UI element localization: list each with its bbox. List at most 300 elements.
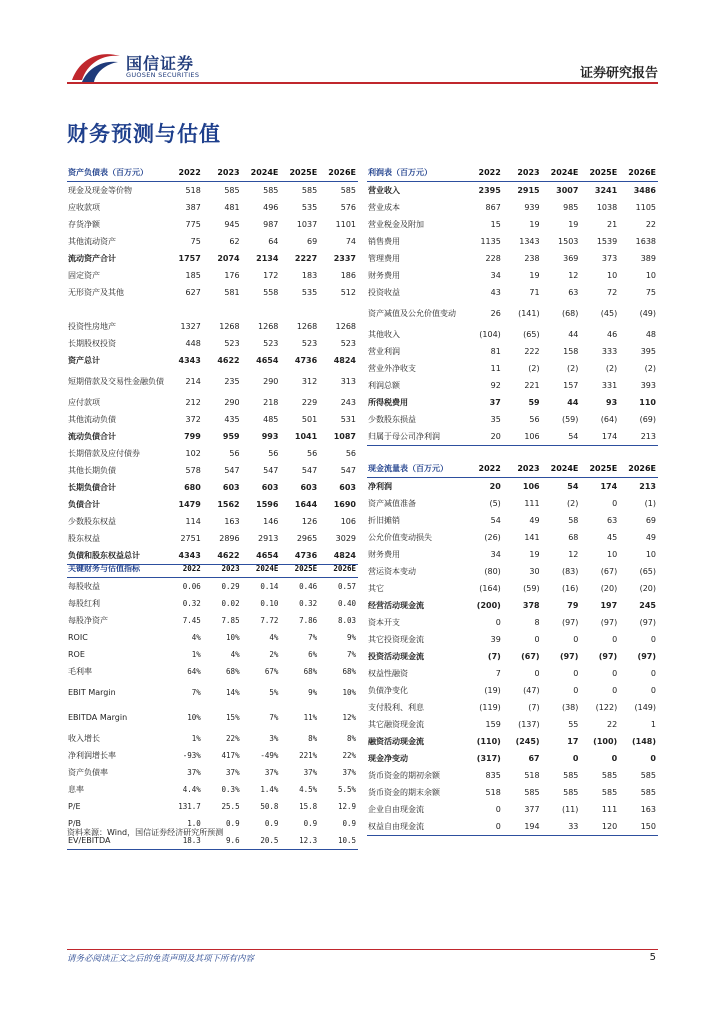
year-header: 2023 (203, 560, 242, 578)
value-cell: (110) (476, 737, 501, 746)
row-label: 现金净变动 (368, 754, 408, 763)
value-cell: 603 (339, 483, 356, 492)
year-header: 2026E (619, 164, 658, 182)
value-cell: 222 (524, 347, 540, 356)
table-row (67, 646, 358, 663)
value-cell: 131.7 (178, 802, 201, 811)
value-cell: 64% (187, 667, 201, 676)
value-cell: 0 (495, 618, 501, 627)
value-cell: 535 (301, 203, 318, 212)
value-cell: (83) (561, 567, 579, 576)
row-label: 资产减值及公允价值变动 (368, 308, 456, 318)
table-row (67, 479, 358, 496)
logo-swoosh-icon (70, 50, 122, 84)
value-cell: 174 (580, 428, 619, 446)
year-header: 2024E (542, 164, 581, 182)
value-cell: 37% (264, 768, 279, 777)
row-label: 财务费用 (368, 550, 400, 559)
value-cell: 111 (524, 499, 540, 508)
value-cell (280, 301, 319, 318)
table-header-row (367, 164, 658, 182)
value-cell: (67) (600, 567, 618, 576)
table-row (67, 530, 358, 547)
value-cell: (16) (561, 584, 579, 593)
value-cell: 0 (573, 635, 579, 644)
value-cell: (11) (561, 805, 579, 814)
value-cell: 1268 (296, 322, 318, 331)
value-cell: 56 (345, 449, 356, 458)
table-row (67, 595, 358, 612)
row-label: 营业外净收支 (368, 364, 416, 373)
table-row (367, 377, 658, 394)
page-header (0, 0, 724, 90)
value-cell: (1) (644, 499, 656, 508)
value-cell: 0 (572, 754, 579, 763)
value-cell: (47) (523, 686, 540, 695)
value-cell: 71 (529, 288, 540, 297)
row-label: EV/EBITDA (67, 832, 164, 850)
row-label: 其它融资现金流 (368, 720, 424, 729)
value-cell: (19) (484, 686, 501, 695)
value-cell: 49 (529, 516, 540, 525)
value-cell: 63 (607, 516, 618, 525)
row-label: 其他收入 (368, 330, 400, 339)
row-label: 投资收益 (368, 288, 400, 297)
table-row (67, 663, 358, 680)
value-cell: 68% (342, 667, 356, 676)
row-label: 长期借款及应付债券 (68, 449, 140, 458)
value-cell: 4824 (333, 356, 356, 365)
value-cell: 603 (261, 483, 279, 492)
table-row (67, 318, 358, 335)
value-cell: 0 (650, 669, 656, 678)
value-cell: 186 (340, 271, 356, 280)
value-cell: 959 (222, 432, 240, 441)
row-label: 营业税金及附加 (368, 220, 424, 229)
value-cell: 501 (301, 415, 318, 424)
value-cell: 56 (268, 449, 279, 458)
value-cell: 373 (601, 254, 618, 263)
value-cell: 290 (263, 377, 279, 386)
row-label: 长期股权投资 (68, 339, 116, 348)
row-label: 每股红利 (68, 599, 100, 608)
report-type-label: 证券研究报告 (579, 66, 658, 81)
value-cell: 0 (611, 754, 618, 763)
value-cell: 1562 (217, 500, 240, 509)
row-label: 资产减值准备 (368, 499, 416, 508)
value-cell: 39 (490, 635, 501, 644)
row-label: 经营活动现金流 (368, 601, 424, 610)
value-cell: 0.32 (299, 599, 318, 608)
value-cell: (2) (644, 364, 656, 373)
table-row (367, 699, 658, 716)
row-label: P/E (68, 802, 81, 811)
value-cell: 417% (221, 751, 240, 760)
value-cell: 10% (342, 688, 356, 697)
value-cell: 4% (230, 650, 240, 659)
value-cell: 183 (301, 271, 318, 280)
value-cell (164, 301, 203, 318)
value-cell: 22 (645, 220, 656, 229)
value-cell: 5% (269, 688, 279, 697)
value-cell: (97) (600, 618, 618, 627)
value-cell: 37% (187, 768, 201, 777)
value-cell: 50.8 (260, 802, 279, 811)
value-cell: 523 (224, 339, 240, 348)
value-cell: 4736 (280, 547, 319, 565)
value-cell: 1690 (333, 500, 356, 509)
value-cell: 19 (529, 271, 540, 280)
value-cell: 0 (612, 635, 618, 644)
row-label: 营业成本 (368, 203, 400, 212)
value-cell: 2913 (258, 534, 279, 543)
table-row (367, 563, 658, 580)
value-cell: 185 (185, 271, 201, 280)
value-cell: (149) (634, 703, 656, 712)
year-header: 2025E (280, 560, 319, 578)
value-cell: 111 (601, 805, 618, 814)
row-label: 每股收益 (68, 582, 100, 591)
value-cell: 867 (485, 203, 501, 212)
table-row (67, 798, 358, 815)
table-row (67, 680, 358, 705)
value-cell: 1% (191, 650, 201, 659)
value-cell: 20 (464, 428, 503, 446)
row-label: 流动资产合计 (68, 254, 116, 263)
value-cell: 3029 (335, 534, 356, 543)
value-cell: 102 (185, 449, 201, 458)
row-label: 营业利润 (368, 347, 400, 356)
value-cell: 578 (185, 466, 201, 475)
value-cell: 3007 (556, 186, 579, 195)
value-cell: 221% (299, 751, 318, 760)
value-cell: 213 (619, 428, 658, 446)
value-cell: 46 (607, 330, 618, 339)
value-cell: 331 (601, 381, 618, 390)
row-label: 固定资产 (68, 271, 100, 280)
value-cell: 12.3 (280, 832, 319, 850)
table-row (67, 705, 358, 730)
value-cell: 214 (185, 377, 201, 386)
value-cell: 33 (542, 818, 581, 836)
row-label: 货币资金的期末余额 (368, 788, 440, 797)
row-label: 权益自由现金流 (367, 818, 464, 836)
value-cell: 775 (185, 220, 201, 229)
row-label: 净利润 (368, 482, 392, 491)
table-row (67, 462, 358, 479)
table-row (67, 267, 358, 284)
table-row (367, 495, 658, 512)
table-row (367, 529, 658, 546)
value-cell: 603 (300, 483, 318, 492)
value-cell: 79 (567, 601, 579, 610)
table-row (367, 182, 658, 200)
value-cell: 20.5 (242, 832, 281, 850)
row-label: 资产总计 (68, 356, 100, 365)
value-cell: 4343 (164, 547, 203, 565)
value-cell: (65) (639, 567, 656, 576)
table-row (67, 411, 358, 428)
value-cell: 581 (224, 288, 240, 297)
value-cell: 4.5% (299, 785, 318, 794)
value-cell: 1479 (178, 500, 201, 509)
value-cell: (59) (561, 415, 579, 424)
value-cell: 0.06 (182, 582, 201, 591)
value-cell: 0 (612, 669, 618, 678)
value-cell: (69) (639, 415, 656, 424)
value-cell: 523 (263, 339, 279, 348)
value-cell: 67 (528, 754, 540, 763)
value-cell: 2074 (217, 254, 240, 263)
value-cell: 0.32 (182, 599, 201, 608)
value-cell: 4% (269, 633, 279, 642)
value-cell: 4654 (242, 547, 281, 565)
value-cell (203, 301, 242, 318)
value-cell: 603 (222, 483, 240, 492)
value-cell: 218 (263, 398, 279, 407)
row-label: 其他流动资产 (68, 237, 116, 246)
year-header: 2025E (580, 164, 619, 182)
table-row (67, 301, 358, 318)
row-label: 其他长期负债 (68, 466, 116, 475)
table-row (367, 648, 658, 665)
value-cell: 106 (340, 517, 356, 526)
value-cell: 26 (490, 309, 501, 318)
value-cell: (64) (600, 415, 618, 424)
value-cell: 10 (645, 271, 656, 280)
value-cell: 290 (224, 398, 240, 407)
value-cell: 485 (263, 415, 279, 424)
table-row (367, 428, 658, 446)
value-cell: 22% (226, 734, 240, 743)
value-cell: 512 (340, 288, 356, 297)
table-header-row (367, 460, 658, 478)
value-cell: 67% (264, 667, 279, 676)
value-cell: 56 (307, 449, 318, 458)
value-cell: 69 (307, 237, 318, 246)
page-title: 财务预测与估值 (67, 122, 221, 146)
value-cell: 4622 (203, 547, 242, 565)
year-header: 2022 (164, 164, 203, 182)
value-cell: 939 (524, 203, 540, 212)
value-cell: 799 (184, 432, 201, 441)
value-cell: 37% (226, 768, 240, 777)
value-cell: (26) (484, 533, 501, 542)
value-cell: 0.3% (221, 785, 240, 794)
row-label: 长期负债合计 (68, 483, 116, 492)
table-row (67, 747, 358, 764)
value-cell: 378 (522, 601, 540, 610)
table-row (367, 478, 658, 496)
value-cell: 238 (524, 254, 540, 263)
value-cell: 17 (567, 737, 579, 746)
value-cell: 2965 (296, 534, 318, 543)
value-cell: 14% (226, 688, 240, 697)
value-cell: 7% (191, 688, 201, 697)
value-cell: (97) (637, 652, 656, 661)
value-cell: 4736 (294, 356, 318, 365)
value-cell: 64 (268, 237, 279, 246)
value-cell: 58 (568, 516, 579, 525)
value-cell: 10% (187, 713, 201, 722)
year-header: 2024E (242, 560, 281, 578)
row-label: 企业自由现金流 (368, 805, 424, 814)
value-cell: 0.02 (221, 599, 240, 608)
row-label: 负债和股东权益总计 (67, 547, 164, 565)
value-cell: 1644 (294, 500, 318, 509)
table-row (67, 764, 358, 781)
value-cell: 0.9 (303, 819, 318, 828)
value-cell: 68 (568, 533, 579, 542)
table-header-row (67, 560, 358, 578)
table-row (367, 546, 658, 563)
value-cell: (122) (595, 703, 618, 712)
value-cell: 585 (301, 186, 318, 195)
value-cell: 496 (263, 203, 279, 212)
value-cell: 1.0 (187, 819, 201, 828)
table-header-row (67, 164, 358, 182)
row-label: 财务费用 (368, 271, 400, 280)
value-cell: 313 (340, 377, 356, 386)
value-cell: (45) (600, 309, 618, 318)
disclaimer-note: 请务必阅读正文之后的免责声明及其项下所有内容 (67, 954, 255, 964)
value-cell: 11% (303, 713, 318, 722)
value-cell: (49) (639, 309, 656, 318)
row-label: EBITDA Margin (68, 712, 128, 722)
value-cell: 1268 (219, 322, 240, 331)
value-cell: 0 (534, 669, 540, 678)
value-cell: 3% (269, 734, 279, 743)
table-row (367, 818, 658, 836)
value-cell: 547 (224, 466, 240, 475)
value-cell: 377 (524, 805, 540, 814)
value-cell: 0.57 (337, 582, 356, 591)
value-cell: 3241 (594, 186, 618, 195)
value-cell: 985 (563, 203, 579, 212)
value-cell: 585 (263, 186, 279, 195)
value-cell: (137) (518, 720, 540, 729)
value-cell: 62 (229, 237, 240, 246)
value-cell: 37 (489, 398, 501, 407)
value-cell: 0.10 (260, 599, 279, 608)
table-row (367, 580, 658, 597)
value-cell: 1% (191, 734, 201, 743)
value-cell: 1327 (180, 322, 201, 331)
value-cell: (5) (489, 499, 501, 508)
table-row (367, 733, 658, 750)
value-cell: 10 (607, 271, 618, 280)
value-cell: 585 (640, 788, 656, 797)
value-cell: 3486 (633, 186, 656, 195)
value-cell: 34 (490, 271, 501, 280)
row-label: ROIC (68, 633, 88, 642)
value-cell: 146 (263, 517, 279, 526)
data-source-note: 资料来源：Wind，国信证券经济研究所预测 (67, 828, 224, 837)
table-row (67, 612, 358, 629)
row-label: 营运资本变动 (368, 567, 416, 576)
value-cell: 7% (346, 650, 356, 659)
row-label: 利润总额 (368, 381, 400, 390)
value-cell: 0.9 (342, 819, 356, 828)
value-cell: 22% (342, 751, 356, 760)
table-row (367, 512, 658, 529)
value-cell: 585 (563, 771, 579, 780)
value-cell: 389 (640, 254, 656, 263)
value-cell: (2) (567, 499, 579, 508)
value-cell: 19 (529, 220, 540, 229)
value-cell: 987 (263, 220, 279, 229)
value-cell: 63 (568, 288, 579, 297)
value-cell: 163 (224, 517, 240, 526)
value-cell: 5.5% (337, 785, 356, 794)
value-cell: -49% (260, 751, 279, 760)
value-cell: 481 (224, 203, 240, 212)
value-cell: 8% (308, 734, 318, 743)
value-cell: 585 (224, 186, 240, 195)
value-cell: 12 (568, 271, 579, 280)
value-cell: 369 (563, 254, 579, 263)
value-cell: 2227 (294, 254, 318, 263)
value-cell: 7.86 (299, 616, 318, 625)
value-cell: 0.9 (264, 819, 279, 828)
table-row (367, 326, 658, 343)
value-cell: 1343 (519, 237, 540, 246)
value-cell: 547 (263, 466, 279, 475)
logo-english-name: GUOSEN SECURITIES (126, 71, 200, 79)
value-cell: 4% (191, 633, 201, 642)
value-cell: 126 (301, 517, 318, 526)
year-header: 2022 (164, 560, 203, 578)
value-cell: 0 (612, 499, 618, 508)
row-label: 净利润增长率 (68, 751, 116, 760)
value-cell: 435 (224, 415, 240, 424)
value-cell: 243 (340, 398, 356, 407)
value-cell: 1268 (258, 322, 279, 331)
value-cell: 585 (601, 771, 618, 780)
page-number: 5 (649, 952, 656, 963)
value-cell: 2% (269, 650, 279, 659)
year-header: 2023 (503, 164, 542, 182)
row-label: 无形资产及其他 (68, 288, 124, 297)
value-cell: 12 (568, 550, 579, 559)
table-row (367, 682, 658, 699)
table-row (67, 369, 358, 394)
value-cell: 54 (567, 482, 579, 491)
row-label: 每股净资产 (68, 616, 108, 625)
value-cell: 1757 (178, 254, 201, 263)
value-cell: 19 (568, 220, 579, 229)
value-cell: 44 (567, 398, 579, 407)
value-cell: 1.4% (260, 785, 279, 794)
table-row (367, 199, 658, 216)
value-cell: 4.4% (182, 785, 201, 794)
row-label: 应收款项 (68, 203, 100, 212)
value-cell: 163 (640, 805, 656, 814)
value-cell: 1135 (480, 237, 501, 246)
footer-divider (67, 949, 658, 950)
row-label: 货币资金的期初余额 (368, 771, 440, 780)
value-cell: 35 (490, 415, 501, 424)
value-cell: 54 (542, 428, 581, 446)
value-cell: 0 (612, 686, 618, 695)
year-header: 2024E (542, 460, 581, 478)
table-title: 利润表（百万元） (367, 164, 464, 182)
row-label: 少数股东权益 (68, 517, 116, 526)
value-cell: 0.40 (337, 599, 356, 608)
value-cell: 7 (495, 669, 501, 678)
row-label: ROE (68, 650, 85, 659)
value-cell: 30 (529, 567, 540, 576)
